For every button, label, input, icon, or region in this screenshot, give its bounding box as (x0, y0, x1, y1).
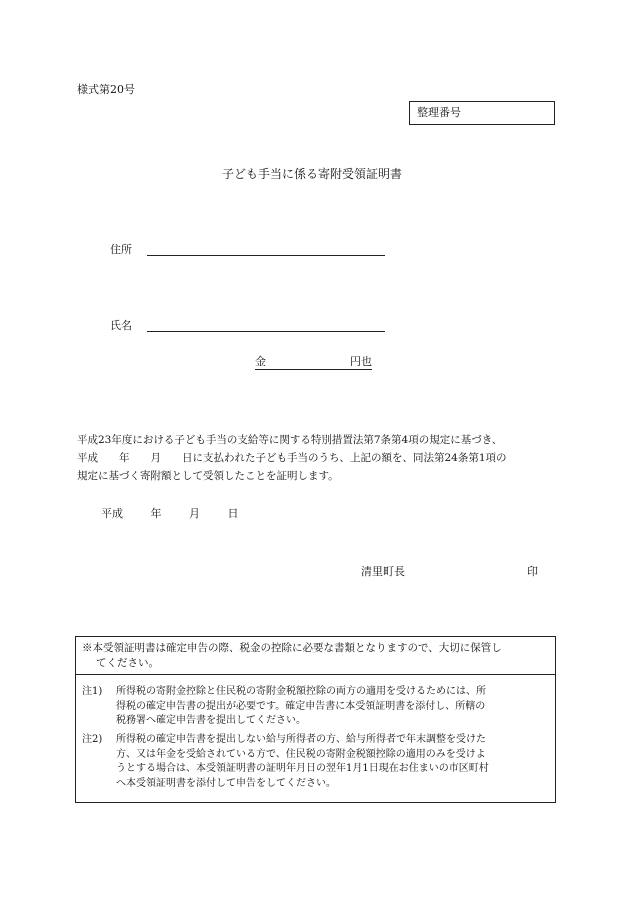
notice-header (76, 637, 555, 675)
name-label: 氏名 (110, 319, 132, 332)
date-day: 日 (227, 507, 239, 520)
issue-date (101, 507, 239, 521)
date-year: 年 (150, 507, 162, 520)
body-text-line: 規定に基づく寄附額として受領したことを証明します。 (77, 470, 339, 482)
name-input-line (147, 331, 385, 332)
amount-suffix: 円也 (350, 355, 372, 368)
form-number: 様式第20号 (77, 83, 135, 96)
amount-row (255, 355, 372, 369)
address-input-line (147, 255, 385, 256)
mayor-title: 清里町長 (361, 565, 405, 578)
document-title: 子ども手当に係る寄附受領証明書 (222, 167, 403, 181)
note-1-label: 注1) (82, 686, 103, 697)
date-era: 平成 (101, 507, 123, 520)
date-month: 月 (189, 507, 200, 520)
notice-text-line: てください。 (96, 657, 159, 669)
note-1-line: 税務署へ確定申告書を提出してください。 (116, 715, 306, 726)
note-2-label: 注2) (82, 734, 103, 745)
reference-number-box (409, 101, 555, 125)
note-2-line: うとする場合は、本受領証明書の証明年月日の翌年1月1日現在お住まいの市区町村 (116, 763, 489, 774)
note-2-line: へ本受領証明書を添付して申告をしてください。 (116, 777, 336, 789)
notice-text-line: ※本受領証明書は確定申告の際、税金の控除に必要な書類となりますので、大切に保管し (82, 642, 502, 654)
note-2-line: 方、又は年金を受給されている方で、住民税の寄附金税額控除の適用のみを受けよ (116, 748, 486, 760)
amount-prefix: 金 (255, 355, 266, 368)
body-text-line: 平成23年度における子ども手当の支給等に関する特別措置法第7条第4項の規定に基づき、 (77, 434, 503, 446)
notice-box (75, 636, 556, 803)
address-label: 住所 (110, 243, 132, 256)
body-text-line: 平成 年 月 日に支払われた子ども手当のうち、上記の額を、同法第24条第1項の (77, 452, 507, 464)
note-2-line: 所得税の確定申告書を提出しない給与所得者の方、給与所得者で年末調整を受けた (116, 734, 486, 745)
note-1-line: 所得税の寄附金控除と住民税の寄附金税額控除の両方の適用を受けるためには、所 (116, 686, 486, 697)
seal-mark: 印 (527, 565, 538, 578)
reference-number-label: 整理番号 (417, 106, 461, 119)
amount-underline (255, 369, 372, 370)
note-1-line: 得税の確定申告書の提出が必要です。確定申告書に本受領証明書を添付し、所轄の (116, 700, 486, 712)
